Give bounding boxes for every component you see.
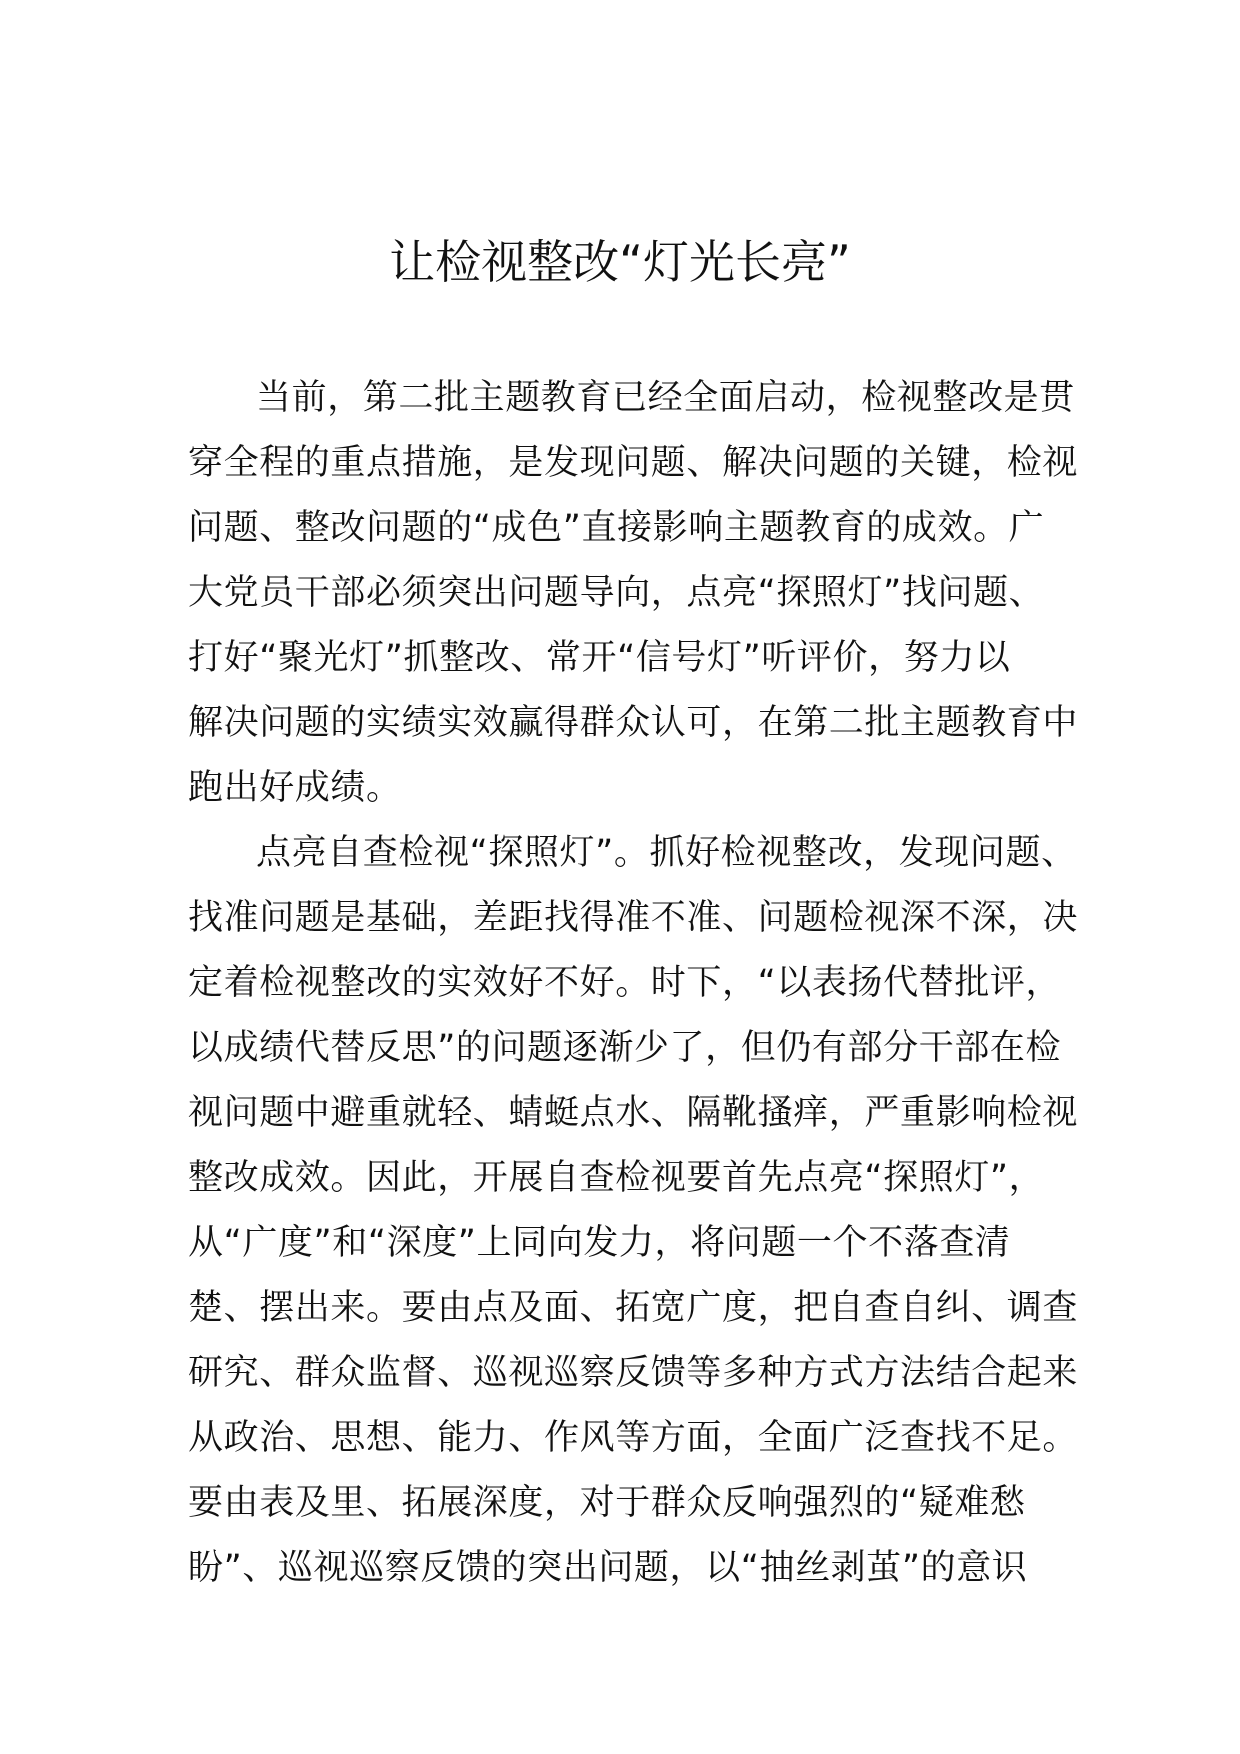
paragraph-2-line-12: 盼”、巡视巡察反馈的突出问题，以“抽丝剥茧”的意识 [188,1548,1028,1588]
paragraph-2-line-1: 点亮自查检视“探照灯”。抓好检视整改，发现问题、 [256,833,1077,873]
paragraph-2-line-6: 整改成效。因此，开展自查检视要首先点亮“探照灯”， [188,1158,1045,1198]
paragraph-1-line-7: 跑出好成绩。 [188,768,402,808]
paragraph-2-line-3: 定着检视整改的实效好不好。时下，“以表扬代替批评， [188,963,1062,1003]
paragraph-2-line-5: 视问题中避重就轻、蜻蜓点水、隔靴搔痒，严重影响检视 [188,1093,1079,1133]
paragraph-2-line-8: 楚、摆出来。要由点及面、拓宽广度，把自查自纠、调查 [188,1288,1079,1328]
paragraph-2-line-4: 以成绩代替反思”的问题逐渐少了，但仍有部分干部在检 [188,1028,1062,1068]
paragraph-1-line-3: 问题、整改问题的“成色”直接影响主题教育的成效。广 [188,508,1045,548]
paragraph-2-line-2: 找准问题是基础，差距找得准不准、问题检视深不深，决 [188,898,1079,938]
document-title: 让检视整改“灯光长亮” [389,235,851,289]
paragraph-1-line-1: 当前，第二批主题教育已经全面启动，检视整改是贯 [256,378,1075,418]
paragraph-1-line-4: 大党员干部必须突出问题导向，点亮“探照灯”找问题、 [188,573,1045,613]
document-body [188,366,1079,1601]
paragraph-2-line-10: 从政治、思想、能力、作风等方面，全面广泛查找不足。 [188,1418,1079,1458]
paragraph-1-line-2: 穿全程的重点措施，是发现问题、解决问题的关键，检视 [188,443,1079,483]
paragraph-2-line-9: 研究、群众监督、巡视巡察反馈等多种方式方法结合起来 [188,1353,1079,1393]
paragraph-2-line-11: 要由表及里、拓展深度，对于群众反响强烈的“疑难愁 [188,1483,1026,1523]
paragraph-2-line-7: 从“广度”和“深度”上同向发力，将问题一个不落查清 [188,1223,1011,1263]
paragraph-1-line-6: 解决问题的实绩实效赢得群众认可，在第二批主题教育中 [188,703,1079,743]
paragraph-1-line-5: 打好“聚光灯”抓整改、常开“信号灯”听评价，努力以 [188,638,1011,678]
